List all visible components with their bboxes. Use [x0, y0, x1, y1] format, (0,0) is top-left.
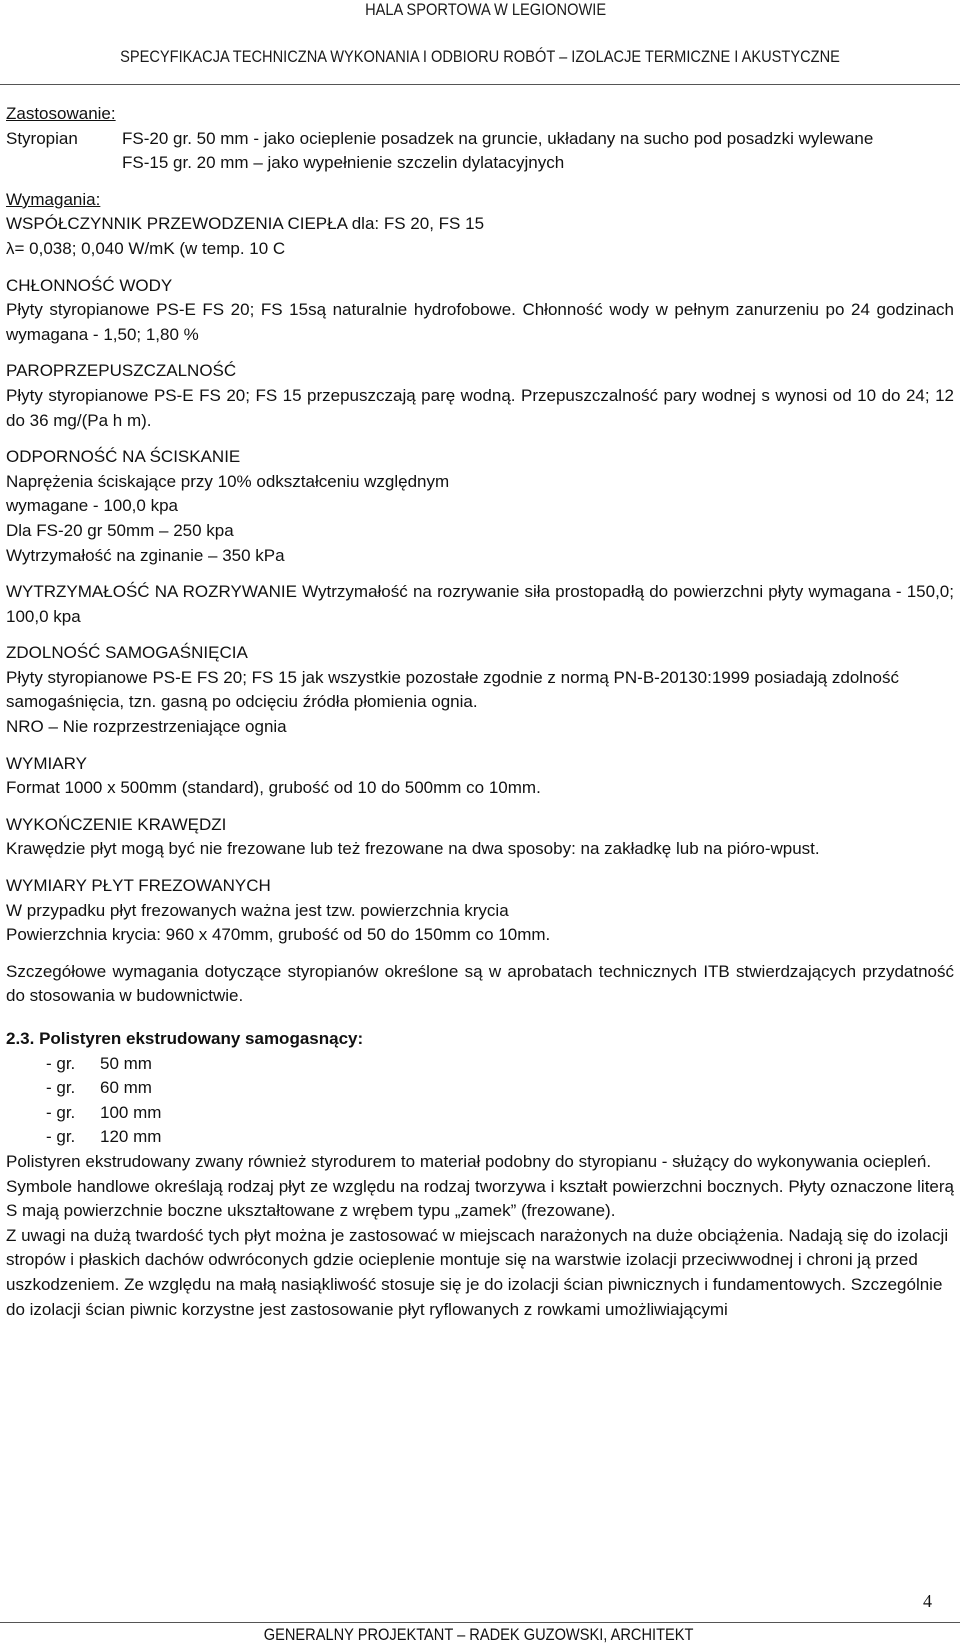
section-2-3-para2: Symbole handlowe określają rodzaj płyt ze względu na rodzaj tworzywa i kształt powierzchni bocznych. Płyty oznaczone literą S mają powierzchnie boczne ukształtowane z wrębem typu „zamek” (frezowane).: [6, 1176, 954, 1221]
odpornosc-line1: Naprężenia ściskające przy 10% odkształceniu względnym: [6, 471, 450, 491]
zastosowanie-line1: FS-20 gr. 50 mm - jako ocieplenie posadzek na gruncie, układany na sucho pod posadzki wylewane: [122, 128, 874, 148]
zastosowanie-block: [6, 127, 954, 176]
wymagania-line2: λ= 0,038; 0,040 W/mK (w temp. 10 C: [6, 238, 286, 258]
list-item: - gr. 120 mm: [46, 1127, 162, 1147]
paro-heading: PAROPRZEPUSZCZALNOŚĆ: [6, 361, 237, 381]
list-item: - gr. 50 mm: [46, 1053, 152, 1073]
page-number: 4: [923, 1591, 932, 1611]
samogasniecie-text: Płyty styropianowe PS-E FS 20; FS 15 jak wszystkie pozostałe zgodnie z normą PN-B-20130:1999 posiadają zdolność samogaśnięcia, tzn. gasną po odcięciu źródła płomienia ognia.: [6, 667, 899, 712]
wymiary-heading: WYMIARY: [6, 753, 87, 773]
header-rule: [0, 84, 960, 85]
rozrywanie-text: Wytrzymałość na rozrywanie siła prostopadłą do powierzchni płyty wymagana - 150,0; 100,0 kpa: [6, 582, 954, 626]
chlonnosc-text: Płyty styropianowe PS-E FS 20; FS 15są naturalnie hydrofobowe. Chłonność wody w pełnym zanurzeniu po 24 godzinach wymagana - 1,50; 1,80 %: [6, 300, 954, 344]
rozrywanie-paragraph: [6, 580, 954, 629]
paro-text: Płyty styropianowe PS-E FS 20; FS 15 przepuszczają parę wodną. Przepuszczalność pary wodnej s wynosi od 10 do 24; 12 do 36 mg/(Pa h m).: [6, 385, 954, 430]
frezowane-heading: WYMIARY PŁYT FREZOWANYCH: [6, 876, 271, 896]
wymiary-text: Format 1000 x 500mm (standard), grubość od 10 do 500mm co 10mm.: [6, 778, 541, 798]
odpornosc-heading: ODPORNOŚĆ NA ŚCISKANIE: [6, 447, 241, 467]
section-2-3-heading: 2.3. Polistyren ekstrudowany samogasnący:: [6, 1029, 364, 1048]
zastosowanie-material: Styropian: [6, 128, 78, 148]
footer-text: GENERALNY PROJEKTANT – RADEK GUZOWSKI, ARCHITEKT: [263, 1625, 694, 1644]
wymagania-line1: WSPÓŁCZYNNIK PRZEWODZENIA CIEPŁA dla: FS 20, FS 15: [6, 214, 485, 234]
list-item: - gr. 60 mm: [46, 1078, 152, 1098]
chlonnosc-heading: CHŁONNOŚĆ WODY: [6, 275, 173, 295]
frezowane-line1: W przypadku płyt frezowanych ważna jest tzw. powierzchnia krycia: [6, 900, 509, 920]
szczegolowe-paragraph: Szczegółowe wymagania dotyczące styropianów określone są w aprobatach technicznych ITB stwierdzających przydatność do stosowania w budownictwie.: [6, 961, 954, 1006]
thickness-list: [6, 1052, 954, 1150]
wykonczenie-text: Krawędzie płyt mogą być nie frezowane lub też frezowane na dwa sposoby: na zakładkę lub na pióro-wpust.: [6, 839, 820, 859]
zastosowanie-heading: Zastosowanie:: [6, 104, 116, 123]
document-body: [6, 102, 954, 1322]
samogasniecie-heading: ZDOLNOŚĆ SAMOGAŚNIĘCIA: [6, 643, 248, 663]
wykonczenie-heading: WYKOŃCZENIE KRAWĘDZI: [6, 814, 227, 834]
section-2-3-para3: Z uwagi na dużą twardość tych płyt można je zastosować w miejscach narażonych na duże obciążenia. Nadają się do izolacji stropów i płaskich dachów odwróconych gdzie ocieplenie montuje się na warstwie izolacji przeciwwodnej i chroni ją przed uszkodzeniem. Ze względu na małą nasiąkliwość stosuje się je do izolacji ścian piwnicznych i fundamentowych. Szczególnie do izolacji ścian piwnic korzystne jest zastosowanie płyt ryflowanych z rowkami umożliwiającymi: [6, 1225, 949, 1319]
section-2-3-para1: Polistyren ekstrudowany zwany również styrodurem to materiał podobny do styropianu - służący do wykonywania ociepleń.: [6, 1151, 932, 1171]
odpornosc-line3: Dla FS-20 gr 50mm – 250 kpa: [6, 520, 234, 540]
samogasniecie-nro: NRO – Nie rozprzestrzeniające ognia: [6, 717, 287, 737]
rozrywanie-heading: WYTRZYMAŁOŚĆ NA ROZRYWANIE: [6, 582, 297, 602]
footer-rule: [0, 1622, 960, 1623]
frezowane-line2: Powierzchnia krycia: 960 x 470mm, grubość od 50 do 150mm co 10mm.: [6, 925, 551, 945]
zastosowanie-line2: FS-15 gr. 20 mm – jako wypełnienie szczelin dylatacyjnych: [122, 153, 565, 173]
odpornosc-line4: Wytrzymałość na zginanie – 350 kPa: [6, 545, 285, 565]
header-subtitle: SPECYFIKACJA TECHNICZNA WYKONANIA I ODBIORU ROBÓT – IZOLACJE TERMICZNE I AKUSTYCZNE: [120, 47, 840, 66]
odpornosc-line2: wymagane - 100,0 kpa: [6, 496, 178, 516]
list-item: - gr. 100 mm: [46, 1102, 162, 1122]
wymagania-heading: Wymagania:: [6, 189, 101, 209]
header-title: HALA SPORTOWA W LEGIONOWIE: [365, 0, 607, 19]
